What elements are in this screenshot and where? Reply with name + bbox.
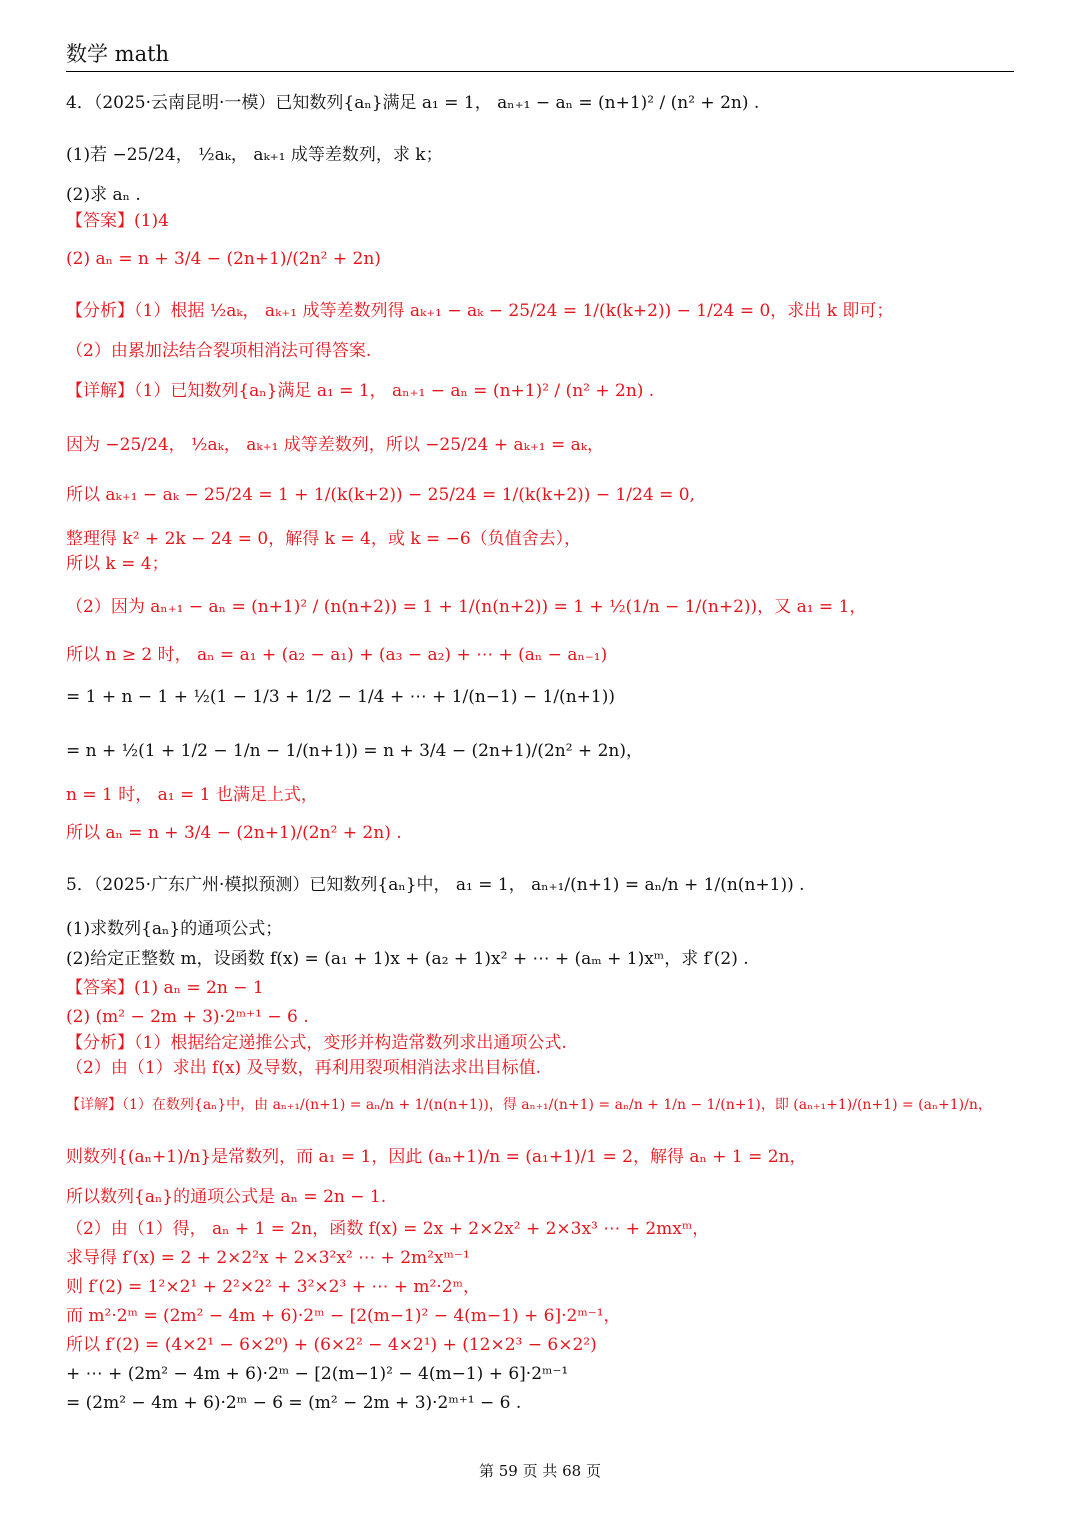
header-title: 数学 math xyxy=(66,42,170,66)
text-line: (2)求 aₙ . xyxy=(66,185,141,205)
text-line: 【分析】（1）根据给定递推公式，变形并构造常数列求出通项公式. xyxy=(66,1033,567,1053)
text-line: 所以 aₙ = n + 3/4 − (2n+1)/(2n² + 2n) . xyxy=(66,823,402,843)
text-line: 求导得 f′(x) = 2 + 2×2²x + 2×3²x² ⋯ + 2m²xᵐ⁻¹ xyxy=(66,1248,470,1268)
text-line: = n + ½(1 + 1/2 − 1/n − 1/(n+1)) = n + 3/4 − (2n+1)/(2n² + 2n)， xyxy=(66,741,643,761)
page-header xyxy=(66,40,1014,72)
text-line: （2）因为 aₙ₊₁ − aₙ = (n+1)² / (n(n+2)) = 1 + 1/(n(n+2)) = 1 + ½(1/n − 1/(n+2))，又 a₁ = 1， xyxy=(66,597,867,617)
text-line: 因为 −25/24， ½aₖ， aₖ₊₁ 成等差数列，所以 −25/24 + aₖ₊₁ = aₖ， xyxy=(66,435,604,455)
text-line: 【答案】(1)4 xyxy=(66,211,169,231)
text-line: 【详解】（1）在数列{aₙ}中，由 aₙ₊₁/(n+1) = aₙ/n + 1/(n(n+1))，得 aₙ₊₁/(n+1) = aₙ/n + 1/n − 1/(n+1)，即 (aₙ₊₁+1)/(n+1) = (aₙ+1)/n， xyxy=(66,1097,992,1113)
text-line: 所以 n ≥ 2 时， aₙ = a₁ + (a₂ − a₁) + (a₃ − a₂) + ⋯ + (aₙ − aₙ₋₁) xyxy=(66,645,608,665)
text-line: = (2m² − 4m + 6)·2ᵐ − 6 = (m² − 2m + 3)·2ᵐ⁺¹ − 6 . xyxy=(66,1393,522,1413)
text-line: （2）由（1）得， aₙ + 1 = 2n，函数 f(x) = 2x + 2×2x² + 2×3x³ ⋯ + 2mxᵐ， xyxy=(66,1219,710,1239)
text-line: 【答案】(1) aₙ = 2n − 1 xyxy=(66,978,264,998)
text-line: (1)若 −25/24， ½aₖ， aₖ₊₁ 成等差数列，求 k； xyxy=(66,145,443,165)
page-footer: 第 59 页 共 68 页 xyxy=(478,1462,601,1480)
text-line: n = 1 时， a₁ = 1 也满足上式， xyxy=(66,785,318,805)
text-line: 【详解】（1）已知数列{aₙ}满足 a₁ = 1， aₙ₊₁ − aₙ = (n+1)² / (n² + 2n) . xyxy=(66,381,655,401)
text-line: 【分析】（1）根据 ½aₖ， aₖ₊₁ 成等差数列得 aₖ₊₁ − aₖ − 25/24 = 1/(k(k+2)) − 1/24 = 0，求出 k 即可； xyxy=(66,301,894,321)
text-line: 4．（2025·云南昆明·一模）已知数列{aₙ}满足 a₁ = 1， aₙ₊₁ − aₙ = (n+1)² / (n² + 2n) . xyxy=(66,93,760,113)
text-line: 则 f′(2) = 1²×2¹ + 2²×2² + 3²×2³ + ⋯ + m²·2ᵐ， xyxy=(66,1277,480,1297)
text-line: (1)求数列{aₙ}的通项公式； xyxy=(66,919,283,939)
text-line: 所以 aₖ₊₁ − aₖ − 25/24 = 1 + 1/(k(k+2)) − 25/24 = 1/(k(k+2)) − 1/24 = 0, xyxy=(66,485,695,505)
text-line: = 1 + n − 1 + ½(1 − 1/3 + 1/2 − 1/4 + ⋯ + 1/(n−1) − 1/(n+1)) xyxy=(66,687,615,707)
text-line: 所以 f′(2) = (4×2¹ − 6×2⁰) + (6×2² − 4×2¹) + (12×2³ − 6×2²) xyxy=(66,1335,597,1355)
text-line: （2）由累加法结合裂项相消法可得答案. xyxy=(66,341,372,361)
text-line: + ⋯ + (2m² − 4m + 6)·2ᵐ − [2(m−1)² − 4(m−1) + 6]·2ᵐ⁻¹ xyxy=(66,1364,569,1384)
text-line: 则数列{(aₙ+1)/n}是常数列，而 a₁ = 1，因此 (aₙ+1)/n = (a₁+1)/1 = 2，解得 aₙ + 1 = 2n， xyxy=(66,1147,807,1167)
text-line: (2) (m² − 2m + 3)·2ᵐ⁺¹ − 6 . xyxy=(66,1007,309,1027)
text-line: (2) aₙ = n + 3/4 − (2n+1)/(2n² + 2n) xyxy=(66,249,381,269)
text-line: 5．（2025·广东广州·模拟预测）已知数列{aₙ}中， a₁ = 1， aₙ₊₁/(n+1) = aₙ/n + 1/(n(n+1)) . xyxy=(66,875,805,895)
text-line: 所以 k = 4； xyxy=(66,554,169,574)
text-line: 所以数列{aₙ}的通项公式是 aₙ = 2n − 1. xyxy=(66,1187,387,1207)
text-line: 整理得 k² + 2k − 24 = 0，解得 k = 4，或 k = −6（负值舍去）， xyxy=(66,529,582,549)
text-line: 而 m²·2ᵐ = (2m² − 4m + 6)·2ᵐ − [2(m−1)² − 4(m−1) + 6]·2ᵐ⁻¹， xyxy=(66,1306,621,1326)
text-line: (2)给定正整数 m，设函数 f(x) = (a₁ + 1)x + (a₂ + 1)x² + ⋯ + (aₘ + 1)xᵐ，求 f′(2) . xyxy=(66,949,749,969)
text-line: （2）由（1）求出 f(x) 及导数，再利用裂项相消法求出目标值. xyxy=(66,1058,541,1078)
